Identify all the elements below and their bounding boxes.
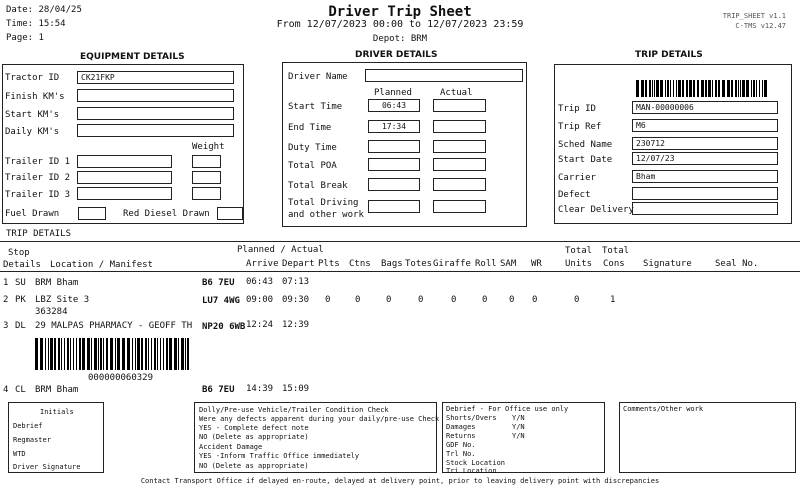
page-number: Page: 1	[6, 33, 44, 43]
sched-name-field[interactable]: 230712	[632, 137, 778, 150]
barcode-bar	[178, 338, 179, 370]
barcode-bar	[762, 80, 763, 97]
col-plts: Plts	[318, 259, 340, 269]
barcode-bar	[82, 338, 85, 370]
initials-driver-signature: Driver Signature	[13, 463, 81, 471]
barcode-bar	[132, 338, 133, 370]
col-total-cons-2: Cons	[603, 259, 625, 269]
barcode-bar	[682, 80, 684, 97]
total-break-label: Total Break	[288, 181, 348, 191]
barcode-bar	[740, 80, 741, 97]
driver-title: DRIVER DETAILS	[355, 50, 438, 60]
col-ctns: Ctns	[349, 259, 371, 269]
row4-depart: 15:09	[282, 384, 310, 394]
print-date: Date: 28/04/25	[6, 5, 82, 15]
col-total-cons-1: Total	[602, 246, 630, 256]
barcode-bar	[756, 80, 757, 97]
weight-label: Weight	[192, 142, 225, 152]
barcode-bar	[187, 338, 189, 370]
barcode-bar	[731, 80, 733, 97]
finish-km-label: Finish KM's	[5, 92, 65, 102]
row2-type: PK	[15, 295, 26, 305]
row1-arrive: 06:43	[246, 277, 274, 287]
row2-cons: 1	[610, 295, 616, 305]
barcode-bar	[759, 80, 760, 97]
barcode-bar	[94, 338, 97, 370]
print-time: Time: 15:54	[6, 19, 66, 29]
barcode-bar	[665, 80, 666, 97]
barcode-bar	[645, 80, 647, 97]
barcode-bar	[751, 80, 752, 97]
red-diesel-label: Red Diesel Drawn	[123, 209, 210, 219]
initials-debrief: Debrief	[13, 422, 43, 430]
barcode-bar	[145, 338, 147, 370]
barcode-bar	[708, 80, 711, 97]
driver-name-label: Driver Name	[288, 72, 348, 82]
total-driving-label-line1: Total Driving	[288, 198, 359, 208]
barcode-bar	[154, 338, 156, 370]
barcode-bar	[98, 338, 99, 370]
end-time-actual-field[interactable]	[433, 120, 486, 133]
barcode-bar	[91, 338, 92, 370]
barcode-bar	[701, 80, 704, 97]
equipment-title: EQUIPMENT DETAILS	[80, 52, 185, 62]
row4-postcode: B6 7EU	[202, 385, 235, 395]
barcode-bar	[712, 80, 713, 97]
barcode-bar	[100, 338, 102, 370]
barcode-bar	[727, 80, 730, 97]
col-roll: Roll	[475, 259, 497, 269]
row1-type: SU	[15, 278, 26, 288]
fuel-drawn-label: Fuel Drawn	[5, 209, 60, 219]
check-line-3: YES - Complete defect note	[199, 424, 309, 432]
trailer2-field[interactable]	[77, 171, 172, 184]
total-driving-planned-field[interactable]	[368, 200, 420, 213]
barcode-bar	[185, 338, 186, 370]
col-total-units-1: Total	[565, 246, 593, 256]
barcode-bar	[689, 80, 692, 97]
barcode-bar	[87, 338, 90, 370]
barcode-bar	[764, 80, 767, 97]
barcode-bar	[73, 338, 74, 370]
check-line-1: Dolly/Pre-use Vehicle/Trailer Condition Check	[199, 406, 389, 414]
barcode-bar	[673, 80, 674, 97]
barcode-bar	[157, 338, 158, 370]
trailer2-label: Trailer ID 2	[5, 173, 71, 183]
barcode-bar	[715, 80, 717, 97]
comments-title: Comments/Other work	[623, 405, 704, 413]
debrief-tri-label: Tri Location	[446, 467, 497, 475]
barcode-bar	[693, 80, 695, 97]
debrief-damages-yn: Y/N	[512, 423, 525, 431]
trailer3-weight-field[interactable]	[192, 187, 221, 200]
barcode-bar	[117, 338, 120, 370]
driver-name-field[interactable]	[365, 69, 523, 82]
debrief-stock-label: Stock Location	[446, 459, 506, 467]
row2-roll: 0	[482, 295, 488, 305]
trip-id-label: Trip ID	[558, 104, 596, 114]
page-title: Driver Trip Sheet	[328, 4, 472, 20]
row2-bags: 0	[386, 295, 392, 305]
barcode-bar	[166, 338, 168, 370]
trailer1-field[interactable]	[77, 155, 172, 168]
barcode-bar	[106, 338, 108, 370]
barcode-bar	[137, 338, 140, 370]
red-diesel-field[interactable]	[217, 207, 243, 220]
row3-arrive: 12:24	[246, 320, 274, 330]
barcode-bar	[654, 80, 655, 97]
total-break-actual-field[interactable]	[433, 178, 486, 191]
total-driving-actual-field[interactable]	[433, 200, 486, 213]
barcode-bar	[50, 338, 53, 370]
end-time-planned-field[interactable]: 17:34	[368, 120, 420, 133]
carrier-field[interactable]: Bham	[632, 170, 778, 183]
row2-postcode: LU7 4WG	[202, 296, 240, 306]
duty-time-planned-field[interactable]	[368, 140, 420, 153]
check-line-6: YES -Inform Traffic Office immediately	[199, 452, 360, 460]
start-km-label: Start KM's	[5, 110, 60, 120]
barcode-bar	[110, 338, 113, 370]
clear-delivery-label: Clear Delivery	[558, 205, 634, 215]
row2-num: 2	[3, 295, 9, 305]
barcode-bar	[151, 338, 152, 370]
col-bags: Bags	[381, 259, 403, 269]
col-total-units-2: Units	[565, 259, 593, 269]
barcode-bar	[697, 80, 699, 97]
col-totes: Totes	[405, 259, 433, 269]
barcode-bar	[58, 338, 60, 370]
end-time-label: End Time	[288, 123, 332, 133]
barcode-bar	[61, 338, 62, 370]
start-date-field[interactable]: 12/07/23	[632, 152, 778, 165]
row4-type: CL	[15, 385, 26, 395]
row3-location: 29 MALPAS PHARMACY - GEOFF TH	[35, 321, 193, 331]
barcode-bar	[40, 338, 43, 370]
barcode-bar	[652, 80, 653, 97]
contact-line: Contact Transport Office if delayed en-route, delayed at delivery point, prior to leaving delivery point with discrepancies	[140, 477, 660, 485]
table-top-rule	[0, 241, 800, 242]
barcode-bar	[181, 338, 184, 370]
start-date-label: Start Date	[558, 155, 613, 165]
trip-ref-label: Trip Ref	[558, 122, 602, 132]
row2-arrive: 09:00	[246, 295, 274, 305]
total-break-planned-field[interactable]	[368, 178, 420, 191]
trailer1-weight-field[interactable]	[192, 155, 221, 168]
total-poa-label: Total POA	[288, 161, 337, 171]
barcode-bar	[160, 338, 161, 370]
trailer3-label: Trailer ID 3	[5, 190, 71, 200]
check-line-5: Accident Damage	[199, 443, 263, 451]
col-giraffe: Giraffe	[433, 259, 471, 269]
total-poa-planned-field[interactable]	[368, 158, 420, 171]
barcode-bar	[169, 338, 172, 370]
defect-field[interactable]	[632, 187, 778, 200]
barcode-bar	[79, 338, 81, 370]
barcode-bar	[656, 80, 659, 97]
trip-ref-field[interactable]: M6	[632, 119, 778, 132]
start-time-planned-field[interactable]: 06:43	[368, 99, 420, 112]
barcode-bar	[676, 80, 677, 97]
barcode-bar	[670, 80, 671, 97]
trailer2-weight-field[interactable]	[192, 171, 221, 184]
debrief-returns-yn: Y/N	[512, 432, 525, 440]
row3-barcode	[35, 338, 191, 370]
barcode-bar	[103, 338, 104, 370]
trip-barcode	[636, 80, 770, 97]
row2-manifest: 363284	[35, 307, 68, 317]
col-wr: WR	[531, 259, 542, 269]
barcode-bar	[163, 338, 164, 370]
row2-location: LBZ Site 3	[35, 295, 90, 305]
daily-km-label: Daily KM's	[5, 127, 60, 137]
check-line-7: NO (Delete as appropriate)	[199, 462, 309, 470]
row2-units: 0	[574, 295, 580, 305]
start-time-actual-field[interactable]	[433, 99, 486, 112]
debrief-gdf-label: GDF No.	[446, 441, 476, 449]
actual-label: Actual	[440, 88, 473, 98]
col-details: Details	[3, 260, 41, 270]
clear-delivery-field[interactable]	[632, 202, 778, 215]
barcode-bar	[148, 338, 149, 370]
barcode-bar	[64, 338, 65, 370]
initials-title: Initials	[40, 408, 74, 416]
trip-details-title: TRIP DETAILS	[6, 229, 72, 239]
barcode-bar	[678, 80, 681, 97]
system-version: C-TMS v12.47	[735, 22, 786, 30]
total-driving-label-line2: and other work	[288, 210, 364, 220]
row2-depart: 09:30	[282, 295, 310, 305]
daily-km-field[interactable]	[77, 124, 234, 137]
row2-giraffe: 0	[451, 295, 457, 305]
finish-km-field[interactable]	[77, 89, 234, 102]
tractor-id-field[interactable]: CK21FKP	[77, 71, 234, 84]
trip-title: TRIP DETAILS	[635, 50, 703, 60]
barcode-bar	[686, 80, 688, 97]
barcode-bar	[746, 80, 749, 97]
tractor-id-label: Tractor ID	[5, 73, 60, 83]
start-km-field[interactable]	[77, 107, 234, 120]
debrief-shorts-yn: Y/N	[512, 414, 525, 422]
barcode-bar	[742, 80, 745, 97]
col-stop: Stop	[8, 248, 30, 258]
sched-name-label: Sched Name	[558, 140, 613, 150]
check-line-2: Were any defects apparent during your daily/pre-use Check	[199, 415, 440, 423]
fuel-drawn-field[interactable]	[78, 207, 106, 220]
duty-time-label: Duty Time	[288, 143, 337, 153]
check-line-4: NO (Delete as appropriate)	[199, 433, 309, 441]
row4-num: 4	[3, 385, 9, 395]
barcode-bar	[660, 80, 663, 97]
barcode-bar	[141, 338, 143, 370]
trailer1-label: Trailer ID 1	[5, 157, 71, 167]
debrief-shorts-label: Shorts/Overs	[446, 414, 497, 422]
barcode-bar	[174, 338, 177, 370]
total-poa-actual-field[interactable]	[433, 158, 486, 171]
col-signature: Signature	[643, 259, 692, 269]
row2-ctns: 0	[355, 295, 361, 305]
col-location: Location / Manifest	[50, 260, 153, 270]
row3-barcode-text: 000000060329	[88, 373, 154, 383]
debrief-returns-label: Returns	[446, 432, 476, 440]
header-bottom-rule	[0, 271, 800, 272]
col-depart: Depart	[282, 259, 315, 269]
row2-plts: 0	[325, 295, 331, 305]
barcode-bar	[122, 338, 125, 370]
row1-location: BRM Bham	[35, 278, 79, 288]
col-sam: SAM	[500, 259, 517, 269]
barcode-bar	[45, 338, 46, 370]
initials-wtd: WTD	[13, 450, 26, 458]
barcode-bar	[48, 338, 49, 370]
debrief-damages-label: Damages	[446, 423, 476, 431]
row4-location: BRM Bham	[35, 385, 79, 395]
barcode-bar	[67, 338, 69, 370]
row3-type: DL	[15, 321, 26, 331]
trailer3-field[interactable]	[77, 187, 172, 200]
defect-label: Defect	[558, 190, 591, 200]
barcode-bar	[76, 338, 77, 370]
barcode-bar	[649, 80, 651, 97]
debrief-trl-label: Trl No.	[446, 450, 476, 458]
barcode-bar	[738, 80, 739, 97]
barcode-bar	[735, 80, 737, 97]
row2-sam: 0	[509, 295, 515, 305]
barcode-bar	[35, 338, 38, 370]
barcode-bar	[753, 80, 755, 97]
date-range: From 12/07/2023 00:00 to 12/07/2023 23:59	[276, 19, 524, 30]
duty-time-actual-field[interactable]	[433, 140, 486, 153]
row2-totes: 0	[418, 295, 424, 305]
initials-regmaster: Regmaster	[13, 436, 51, 444]
row3-depart: 12:39	[282, 320, 310, 330]
col-arrive: Arrive	[246, 259, 279, 269]
barcode-bar	[636, 80, 639, 97]
barcode-bar	[718, 80, 720, 97]
row1-depart: 07:13	[282, 277, 310, 287]
row3-postcode: NP20 6WB	[202, 322, 246, 332]
start-time-label: Start Time	[288, 102, 343, 112]
barcode-bar	[722, 80, 725, 97]
barcode-bar	[115, 338, 116, 370]
row1-postcode: B6 7EU	[202, 278, 235, 288]
row2-wr: 0	[532, 295, 538, 305]
barcode-bar	[667, 80, 669, 97]
debrief-title: Debrief - For Office use only	[446, 405, 569, 413]
depot: Depot: BRM	[372, 34, 428, 44]
col-planned-actual: Planned / Actual	[237, 245, 324, 255]
form-code: TRIP_SHEET v1.1	[722, 12, 786, 20]
trip-id-field[interactable]: MAN-00000006	[632, 101, 778, 114]
row4-arrive: 14:39	[246, 384, 274, 394]
barcode-bar	[127, 338, 130, 370]
barcode-bar	[135, 338, 136, 370]
planned-label: Planned	[374, 88, 412, 98]
barcode-bar	[70, 338, 71, 370]
carrier-label: Carrier	[558, 173, 596, 183]
row1-num: 1	[3, 278, 9, 288]
barcode-bar	[641, 80, 644, 97]
barcode-bar	[54, 338, 56, 370]
barcode-bar	[705, 80, 707, 97]
row3-num: 3	[3, 321, 9, 331]
col-seal: Seal No.	[715, 259, 759, 269]
